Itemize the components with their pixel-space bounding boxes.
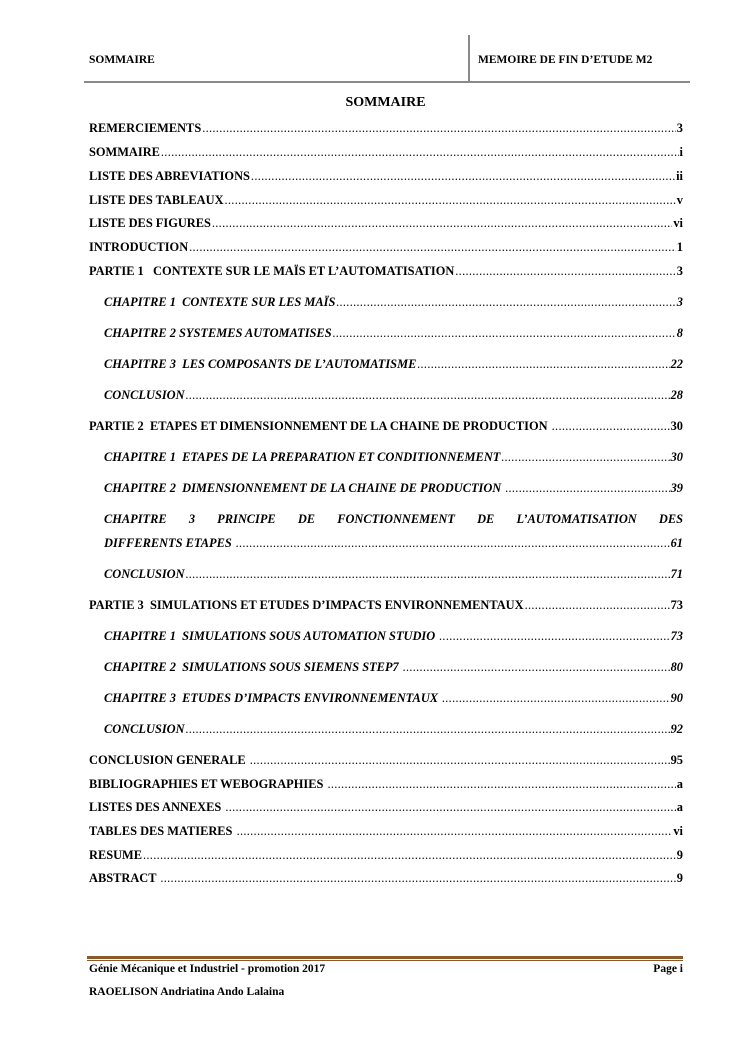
toc-entry-partie-1-chapitre-1[interactable] bbox=[104, 294, 683, 310]
header-section-title: SOMMAIRE bbox=[89, 54, 155, 66]
toc-entry-page: 71 bbox=[670, 567, 683, 581]
toc-entry-label: TABLES DES MATIERES bbox=[89, 824, 236, 838]
toc-leader bbox=[439, 628, 669, 644]
toc-entry-partie-3-conclusion[interactable] bbox=[104, 721, 683, 737]
toc-entry-label: ABSTRACT bbox=[89, 871, 160, 885]
toc-leader bbox=[186, 387, 670, 403]
toc-entry-conclusion-generale[interactable] bbox=[89, 752, 683, 768]
toc-entry-page: 73 bbox=[670, 629, 683, 643]
toc-entry-label: CHAPITRE 2 DIMENSIONNEMENT DE LA CHAINE DE PRODUCTION bbox=[104, 481, 505, 495]
toc-entry-label: SOMMAIRE bbox=[89, 145, 160, 159]
toc-entry-label: PARTIE 3 SIMULATIONS ET ETUDES D’IMPACTS ENVIRONNEMENTAUX bbox=[89, 598, 524, 612]
toc-entry-label: CHAPITRE 3 ETUDES D’IMPACTS ENVIRONNEMENTAUX bbox=[104, 691, 442, 705]
toc-leader bbox=[250, 752, 670, 768]
toc-leader bbox=[202, 120, 676, 136]
footer-department: Génie Mécanique et Industriel - promotion 2017 bbox=[89, 963, 326, 975]
footer-divider-thick bbox=[87, 956, 683, 959]
toc-leader bbox=[417, 356, 669, 372]
toc-entry-tables-des-matieres[interactable] bbox=[89, 823, 683, 839]
toc-entry-page: 30 bbox=[670, 419, 683, 433]
toc-entry-page: 61 bbox=[670, 536, 683, 550]
toc-entry-partie-2-chapitre-1[interactable] bbox=[104, 449, 683, 465]
toc-entry-sommaire[interactable] bbox=[89, 144, 683, 160]
toc-entry-label: INTRODUCTION bbox=[89, 240, 189, 254]
toc-entry-abstract[interactable] bbox=[89, 870, 683, 886]
toc-entry-label: CHAPITRE 1 ETAPES DE LA PREPARATION ET CONDITIONNEMENT bbox=[104, 450, 501, 464]
toc-entry-page: vi bbox=[673, 216, 683, 230]
toc-entry-figures[interactable] bbox=[89, 215, 683, 231]
toc-entry-page: 8 bbox=[676, 326, 683, 340]
header-divider-vertical bbox=[468, 35, 470, 83]
toc-entry-label: CONCLUSION GENERALE bbox=[89, 753, 249, 767]
toc-entry-page: 30 bbox=[670, 450, 683, 464]
toc-entry-partie-1-conclusion[interactable] bbox=[104, 387, 683, 403]
toc-leader bbox=[143, 847, 676, 863]
toc-entry-label: LISTE DES TABLEAUX bbox=[89, 193, 224, 207]
toc-entry-label: CHAPITRE 1 SIMULATIONS SOUS AUTOMATION STUDIO bbox=[104, 629, 439, 643]
toc-entry-partie-2-chapitre-2[interactable] bbox=[104, 480, 683, 496]
toc-entry-bibliographies[interactable] bbox=[89, 776, 683, 792]
toc-entry-label: DIFFERENTS ETAPES bbox=[104, 536, 235, 550]
toc-entry-abreviations[interactable] bbox=[89, 168, 683, 184]
toc-entry-label: RESUME bbox=[89, 848, 143, 862]
toc-leader bbox=[251, 168, 675, 184]
toc-leader bbox=[327, 776, 675, 792]
toc-entry-label: CONCLUSION bbox=[104, 567, 185, 581]
toc-entry-label: CHAPITRE 2 SYSTEMES AUTOMATISES bbox=[104, 326, 332, 340]
footer-page-number: Page i bbox=[653, 963, 683, 975]
toc-leader bbox=[225, 192, 676, 208]
toc-entry-label: PARTIE 2 ETAPES ET DIMENSIONNEMENT DE LA CHAINE DE PRODUCTION bbox=[89, 419, 551, 433]
footer-author: RAOELISON Andriatina Ando Lalaina bbox=[89, 986, 285, 998]
toc-entry-page: 95 bbox=[670, 753, 683, 767]
toc-entry-page: i bbox=[679, 145, 683, 159]
toc-entry-partie-3-chapitre-1[interactable] bbox=[104, 628, 683, 644]
toc-leader bbox=[225, 799, 675, 815]
toc-entry-introduction[interactable] bbox=[89, 239, 683, 255]
toc-leader bbox=[501, 449, 669, 465]
page-title: SOMMAIRE bbox=[345, 95, 426, 110]
toc-entry-page: 9 bbox=[676, 848, 683, 862]
toc-entry-label: LISTE DES ABREVIATIONS bbox=[89, 169, 250, 183]
toc-leader bbox=[161, 144, 679, 160]
header-divider-horizontal bbox=[84, 81, 690, 83]
toc-entry-label: CHAPITRE 3 LES COMPOSANTS DE L’AUTOMATISME bbox=[104, 357, 417, 371]
toc-leader bbox=[336, 294, 675, 310]
toc-entry-page: 80 bbox=[670, 660, 683, 674]
toc-entry-resume[interactable] bbox=[89, 847, 683, 863]
toc-leader bbox=[505, 480, 669, 496]
toc-entry-partie-1-chapitre-3[interactable] bbox=[104, 356, 683, 372]
toc-entry-partie-2-chapitre-3[interactable] bbox=[104, 535, 683, 551]
toc-entry-page: 3 bbox=[676, 264, 683, 278]
footer-divider-thin bbox=[87, 960, 683, 961]
toc-entry-label: LISTE DES FIGURES bbox=[89, 216, 211, 230]
toc-entry-label: CONCLUSION bbox=[104, 722, 185, 736]
toc-leader bbox=[189, 239, 676, 255]
toc-entry-page: 73 bbox=[670, 598, 683, 612]
toc-leader bbox=[525, 597, 670, 613]
toc-entry-partie-2-chapitre-3-line1[interactable]: CHAPITRE 3 PRINCIPE DE FONCTIONNEMENT DE L’AUTOMATISATION DES bbox=[104, 512, 683, 526]
toc-leader bbox=[186, 721, 670, 737]
toc-entry-annexes[interactable] bbox=[89, 799, 683, 815]
toc-entry-partie-2[interactable] bbox=[89, 418, 683, 434]
toc-entry-label: REMERCIEMENTS bbox=[89, 121, 202, 135]
toc-entry-partie-3[interactable] bbox=[89, 597, 683, 613]
toc-entry-page: ii bbox=[676, 169, 683, 183]
toc-entry-page: vi bbox=[673, 824, 683, 838]
toc-leader bbox=[442, 690, 669, 706]
toc-entry-label: BIBLIOGRAPHIES ET WEBOGRAPHIES bbox=[89, 777, 327, 791]
toc-leader bbox=[403, 659, 670, 675]
toc-entry-page: 9 bbox=[676, 871, 683, 885]
toc-entry-page: 22 bbox=[670, 357, 683, 371]
toc-entry-page: 39 bbox=[670, 481, 683, 495]
toc-entry-label: CHAPITRE 1 CONTEXTE SUR LES MAÏS bbox=[104, 295, 336, 309]
toc-entry-page: 3 bbox=[676, 121, 683, 135]
toc-entry-partie-2-conclusion[interactable] bbox=[104, 566, 683, 582]
toc-entry-label: CONCLUSION bbox=[104, 388, 185, 402]
toc-entry-page: 28 bbox=[670, 388, 683, 402]
toc-entry-page: a bbox=[676, 800, 683, 814]
toc-entry-page: 3 bbox=[676, 295, 683, 309]
toc-entry-page: 1 bbox=[676, 240, 683, 254]
toc-entry-page: a bbox=[676, 777, 683, 791]
toc-entry-tableaux[interactable] bbox=[89, 192, 683, 208]
toc-leader bbox=[455, 263, 676, 279]
toc-leader bbox=[212, 215, 672, 231]
header-document-title: MEMOIRE DE FIN D’ETUDE M2 bbox=[478, 54, 653, 66]
toc-entry-partie-3-chapitre-2[interactable] bbox=[104, 659, 683, 675]
toc-entry-page: v bbox=[676, 193, 683, 207]
toc-entry-partie-3-chapitre-3[interactable] bbox=[104, 690, 683, 706]
toc-entry-label: LISTES DES ANNEXES bbox=[89, 800, 225, 814]
toc-entry-label: CHAPITRE 2 SIMULATIONS SOUS SIEMENS STEP7 bbox=[104, 660, 402, 674]
toc-leader bbox=[160, 870, 675, 886]
toc-leader bbox=[333, 325, 676, 341]
toc-leader bbox=[237, 823, 673, 839]
toc-leader bbox=[186, 566, 670, 582]
toc-entry-partie-1[interactable] bbox=[89, 263, 683, 279]
toc-leader bbox=[236, 535, 670, 551]
toc-leader bbox=[552, 418, 670, 434]
toc-entry-label: PARTIE 1 CONTEXTE SUR LE MAÏS ET L’AUTOMATISATION bbox=[89, 264, 455, 278]
toc-entry-partie-1-chapitre-2[interactable] bbox=[104, 325, 683, 341]
toc-entry-page: 92 bbox=[670, 722, 683, 736]
toc-entry-remerciements[interactable] bbox=[89, 120, 683, 136]
toc-entry-page: 90 bbox=[670, 691, 683, 705]
